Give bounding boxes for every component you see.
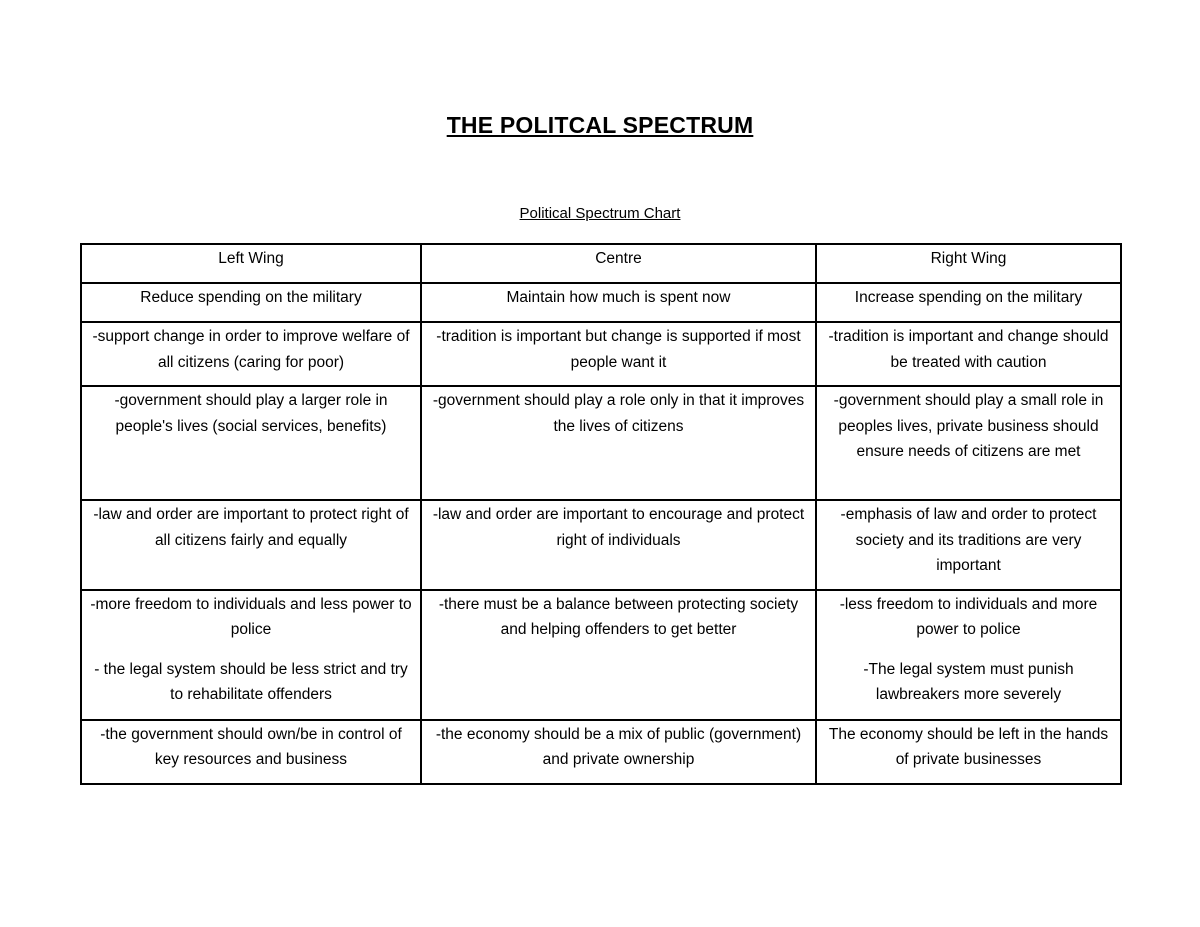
cell-left-wing [81,283,421,322]
cell-text: -the economy should be a mix of public (government) and private ownership [435,725,802,768]
cell-text: -less freedom to individuals and more power to police [839,595,1098,638]
cell-text: Reduce spending on the military [140,289,362,306]
table-caption: Political Spectrum Chart [519,205,681,222]
cell-text: -there must be a balance between protecting society and helping offenders to get better [438,595,799,638]
cell-right-wing [816,386,1121,500]
cell-right-wing [816,720,1121,784]
cell-text: Increase spending on the military [854,289,1083,306]
cell-left-wing [81,720,421,784]
political-spectrum-table [80,243,1122,785]
cell-right-wing [816,322,1121,386]
table-header-row [81,244,1121,283]
table-row [81,283,1121,322]
cell-centre [421,283,816,322]
cell-centre [421,386,816,500]
document-title: THE POLITCAL SPECTRUM [446,112,754,138]
cell-right-wing [816,590,1121,720]
cell-text: -government should play a role only in that it improves the lives of citizens [432,392,805,435]
cell-text: -government should play a small role in peoples lives, private business should ensure needs of citizens are met [833,392,1104,460]
cell-text: - the legal system should be less strict and try to rehabilitate offenders [94,660,408,703]
cell-text: -the government should own/be in control of key resources and business [100,725,402,768]
cell-text: The economy should be left in the hands of private businesses [828,725,1109,768]
cell-text: -The legal system must punish lawbreakers more severely [863,660,1074,703]
table-row [81,590,1121,720]
cell-centre [421,322,816,386]
cell-text: -support change in order to improve welfare of all citizens (caring for poor) [92,328,410,371]
header-right-wing: Right Wing [816,244,1121,283]
cell-text: Maintain how much is spent now [506,289,731,306]
cell-centre [421,720,816,784]
cell-right-wing [816,500,1121,590]
cell-right-wing [816,283,1121,322]
cell-text: -more freedom to individuals and less power to police [90,595,412,638]
cell-text: -tradition is important but change is supported if most people want it [436,328,801,371]
table-row [81,386,1121,500]
cell-text: -law and order are important to encourage and protect right of individuals [432,506,805,549]
cell-left-wing [81,386,421,500]
cell-left-wing [81,322,421,386]
cell-centre [421,590,816,720]
cell-left-wing [81,500,421,590]
cell-text: -government should play a larger role in people's lives (social services, benefits) [114,392,388,435]
cell-text: -tradition is important and change should be treated with caution [828,328,1109,371]
table-row [81,322,1121,386]
header-left-wing: Left Wing [81,244,421,283]
table-row [81,720,1121,784]
cell-centre [421,500,816,590]
cell-text: -emphasis of law and order to protect society and its traditions are very important [840,506,1097,574]
cell-left-wing [81,590,421,720]
table-row [81,500,1121,590]
cell-text: -law and order are important to protect right of all citizens fairly and equally [93,506,409,549]
header-centre: Centre [421,244,816,283]
